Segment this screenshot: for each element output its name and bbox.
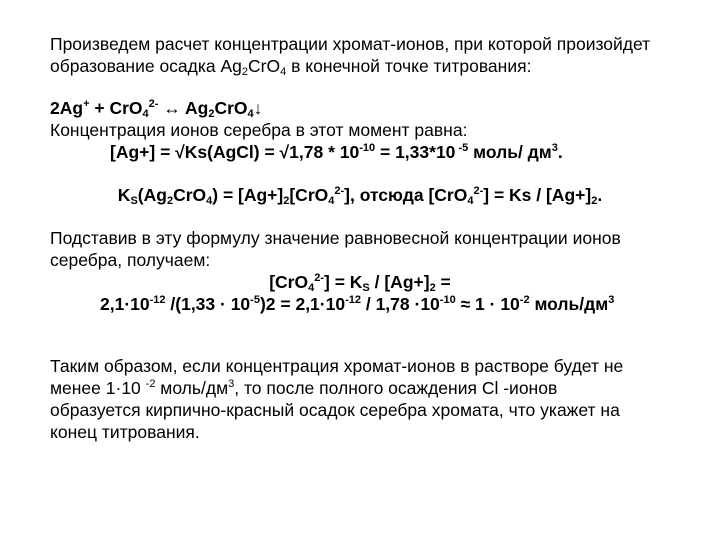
- superscript: -12: [149, 294, 166, 306]
- subscript: 4: [206, 195, 213, 207]
- text-run: .: [597, 185, 603, 205]
- text-run: , то после полного осаждения Cl -ионов: [234, 378, 558, 398]
- text-run: [CrO: [289, 185, 329, 205]
- superscript: 3: [608, 294, 615, 306]
- superscript: 2-: [314, 272, 324, 284]
- conclusion-line-4: [50, 421, 200, 443]
- superscript: -2: [519, 294, 530, 306]
- text-run: ↓: [253, 98, 263, 118]
- text-run: / 1,78 ·10: [360, 294, 440, 314]
- subscript: 4: [142, 108, 149, 120]
- text-run: ) = [Ag+]: [212, 185, 284, 205]
- text-run: =: [435, 272, 451, 292]
- superscript: 2-: [473, 185, 484, 197]
- superscript: 3: [551, 142, 558, 154]
- substitute-line-2: [50, 249, 210, 271]
- superscript: -12: [345, 294, 361, 306]
- subscript: 4: [280, 66, 287, 78]
- intro-line-1: [50, 33, 650, 55]
- subscript: 2: [283, 195, 290, 207]
- calc-formula-2: [100, 293, 614, 315]
- text-run: моль/дм: [155, 378, 229, 398]
- conclusion-line-2: [50, 377, 557, 399]
- superscript: 2-: [148, 98, 159, 110]
- subscript: 4: [308, 282, 315, 294]
- text-run: Концентрация ионов серебра в этот момент равна:: [50, 120, 468, 140]
- text-run: образуется кирпично-красный осадок серебра хромата, что укажет на: [50, 400, 620, 420]
- text-run: серебра, получаем:: [50, 250, 211, 270]
- silver-concentration-formula: [110, 141, 563, 163]
- text-run: ], отсюда [CrO: [344, 185, 468, 205]
- text-run: CrO: [173, 185, 207, 205]
- text-run: ↔ Ag: [158, 98, 209, 118]
- text-run: ] = K: [324, 272, 363, 292]
- conclusion-line-1: [50, 355, 623, 377]
- text-run: моль/дм: [529, 294, 609, 314]
- substitute-line-1: [50, 227, 621, 249]
- subscript: S: [362, 282, 370, 294]
- ks-formula: [0, 184, 720, 206]
- reaction-equation: [50, 97, 262, 119]
- text-run: [CrO: [269, 272, 309, 292]
- intro-text: Произведем расчет концентрации хромат-ионов, при которой произойдет: [50, 34, 651, 54]
- text-run: в конечной точке титрования:: [286, 56, 532, 76]
- superscript: 3: [228, 378, 235, 390]
- subscript: 2: [591, 195, 598, 207]
- subscript: S: [130, 195, 138, 207]
- superscript: -2: [145, 378, 156, 390]
- text-run: ≈ 1 · 10: [455, 294, 520, 314]
- superscript: -10: [359, 142, 376, 154]
- text-run: CrO: [248, 56, 281, 76]
- text-run: Подставив в эту формулу значение равновесной концентрации ионов: [50, 228, 621, 248]
- text-run: 2,1·10: [100, 294, 150, 314]
- text-run: менее 1·10: [50, 378, 146, 398]
- subscript: 2: [208, 108, 215, 120]
- text-run: конец титрования.: [50, 422, 200, 442]
- text-run: Таким образом, если концентрация хромат-ионов в растворе будет не: [50, 356, 624, 376]
- text-run: )2 = 2,1·10: [259, 294, 346, 314]
- calc-formula-1: [0, 271, 720, 293]
- subscript: 4: [328, 195, 335, 207]
- text-run: .: [557, 142, 563, 162]
- subscript: 4: [247, 108, 254, 120]
- text-run: CrO: [214, 98, 248, 118]
- text-run: = 1,33*10: [375, 142, 456, 162]
- superscript: +: [83, 98, 90, 110]
- text-run: моль/ дм: [468, 142, 552, 162]
- superscript: -5: [455, 142, 469, 154]
- text-run: (Ag: [137, 185, 167, 205]
- text-run: 2Ag: [50, 98, 84, 118]
- text-run: ] = Ks / [Ag+]: [483, 185, 592, 205]
- intro-line-2: [50, 55, 531, 77]
- text-run: + CrO: [89, 98, 143, 118]
- superscript: -5: [250, 294, 260, 306]
- superscript: -10: [439, 294, 456, 306]
- silver-concentration-text: [50, 119, 467, 141]
- conclusion-line-3: [50, 399, 620, 421]
- subscript: 2: [166, 195, 174, 207]
- text-run: / [Ag+]: [369, 272, 430, 292]
- subscript: 2: [241, 66, 249, 78]
- text-run: K: [117, 185, 131, 205]
- subscript: 2: [429, 282, 436, 294]
- text-run: образование осадка Ag: [50, 56, 242, 76]
- text-run: [Ag+] = √Ks(AgCl) = √1,78 * 10: [110, 142, 360, 162]
- subscript: 4: [467, 195, 474, 207]
- text-run: /(1,33 · 10: [165, 294, 251, 314]
- superscript: 2-: [334, 185, 345, 197]
